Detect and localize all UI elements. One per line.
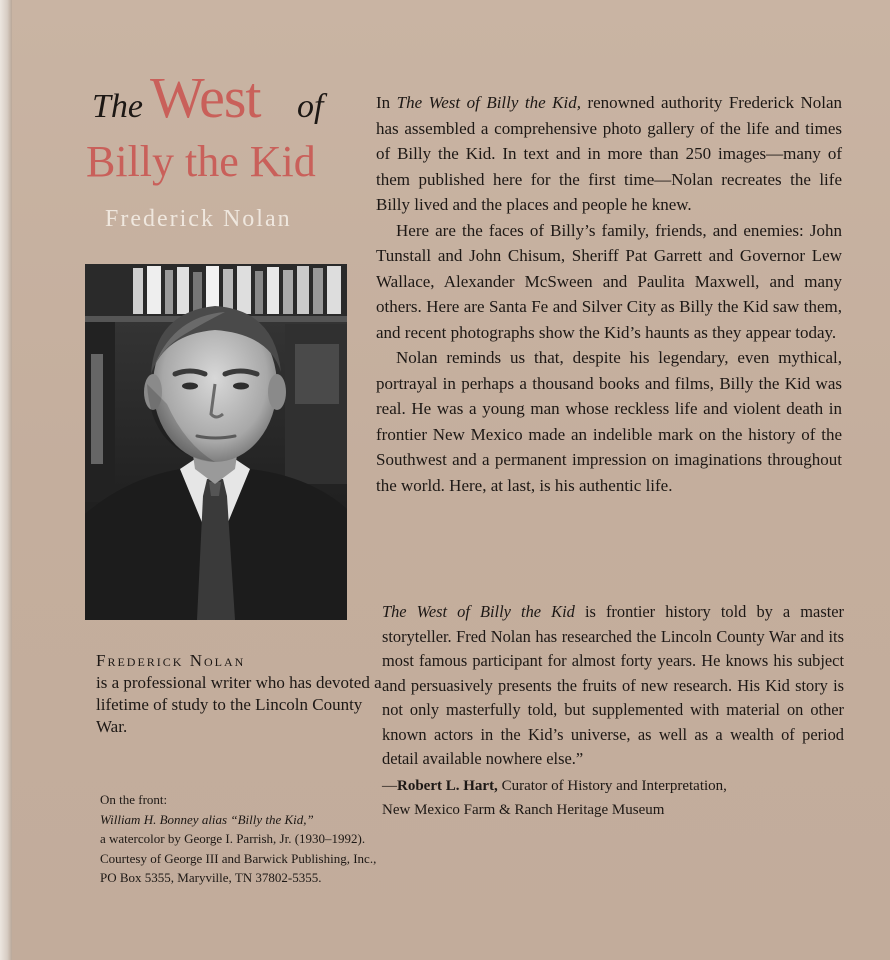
credit-artwork xyxy=(100,810,380,830)
attribution-org: New Mexico Farm & Ranch Heritage Museum xyxy=(382,802,665,818)
cover-credit xyxy=(100,790,380,888)
p1-book-title: The West of Billy the Kid, xyxy=(396,93,581,112)
attribution-role: Curator of History and Interpretation, xyxy=(497,778,727,794)
attribution-dash: — xyxy=(382,778,397,794)
page-edge xyxy=(0,0,12,960)
author-bio xyxy=(96,650,386,738)
title-the: The xyxy=(92,88,143,125)
quote-attribution xyxy=(382,774,852,822)
author-photo xyxy=(85,264,347,620)
attribution-line xyxy=(382,774,852,798)
book-description xyxy=(376,90,842,498)
credit-artwork-title: William H. Bonney alias “Billy the Kid,” xyxy=(100,811,314,827)
description-paragraph-2: Here are the faces of Billy’s family, friends, and enemies: John Tunstall and John Chisum, Sheriff Pat Garrett and Governor Lew Wallace, Alexander McSween and Paulita Maxwell, and many others. Here are Santa Fe and Silver City as Billy the Kid saw them, and recent photographs show the Kid’s haunts as they appear today. xyxy=(376,220,842,342)
quote-text: is frontier history told by a master storyteller. Fred Nolan has researched the Lincoln County War and its most famous participant for almost forty years. He knows his subject and persuasively presents the fruits of new research. His Kid story is not only masterfully told, but supplemented with material on other known actors in the Kid’s universe, as well as a wealth of period detail available nowhere else.” xyxy=(382,602,844,768)
credit-details: a watercolor by George I. Parrish, Jr. (1930–1992). Courtesy of George III and Barwick Publishing, Inc., PO Box 5355, Maryville, TN 37802-5355. xyxy=(100,831,377,885)
credit-label: On the front: xyxy=(100,792,168,807)
quote-book-title: The West of Billy the Kid xyxy=(382,602,575,621)
review-quote xyxy=(382,600,844,772)
bio-author-name: Frederick Nolan xyxy=(96,651,246,670)
description-paragraph-3: Nolan reminds us that, despite his legendary, even mythical, portrayal in perhaps a thousand books and films, Billy the Kid was real. He was a young man whose reckless life and violent death in frontier New Mexico made an indelible mark on the history of the Southwest and a permanent impression on imaginations throughout the world. Here, at last, is his authentic life. xyxy=(376,348,842,495)
attribution-author: Robert L. Hart, xyxy=(397,778,498,794)
author-portrait-image xyxy=(85,264,347,620)
title-west: West xyxy=(150,65,261,130)
description-paragraph-1 xyxy=(376,90,842,218)
bio-text: is a professional writer who has devoted a lifetime of study to the Lincoln County War. xyxy=(96,673,382,736)
title-billy: Billy the Kid xyxy=(86,137,316,186)
p1-prefix: In xyxy=(376,93,397,112)
title-of: of xyxy=(297,88,324,125)
back-cover xyxy=(12,0,890,960)
author-name: Frederick Nolan xyxy=(105,206,292,232)
p1-text: renowned authority Frederick Nolan has assembled a comprehensive photo gallery of the life and times of Billy the Kid. In text and in more than 250 images—many of them published here for the first time—Nolan recreates the life Billy lived and the places and people he knew. xyxy=(376,93,842,214)
